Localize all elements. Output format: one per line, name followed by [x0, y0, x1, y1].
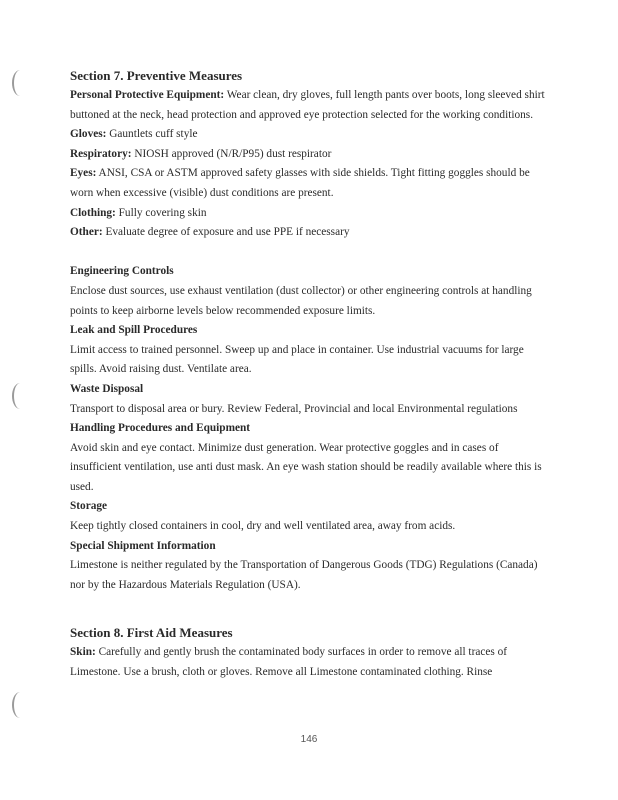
binder-hole-mark	[12, 70, 28, 96]
engineering-controls-text: Enclose dust sources, use exhaust ventilation (dust collector) or other engineering controls at handling points to keep airborne levels below recommended exposure limits.	[70, 284, 532, 317]
eyes-text: ANSI, CSA or ASTM approved safety glasses with side shields. Tight fitting goggles should be worn when excessive (visible) dust conditions are present.	[70, 167, 530, 199]
waste-disposal-heading: Waste Disposal	[70, 382, 144, 395]
engineering-controls-heading: Engineering Controls	[70, 265, 174, 278]
skin-paragraph	[70, 643, 548, 682]
leak-spill-heading: Leak and Spill Procedures	[70, 324, 198, 337]
storage-heading: Storage	[70, 500, 108, 513]
eyes-label: Eyes:	[70, 167, 97, 180]
leak-spill-text: Limit access to trained personnel. Sweep up and place in container. Use industrial vacuums for large spills. Avoid raising dust. Ventilate area.	[70, 343, 524, 376]
shipment-text: Limestone is neither regulated by the Transportation of Dangerous Goods (TDG) Regulations (Canada) nor by the Hazardous Materials Regulation (USA).	[70, 559, 538, 591]
section-8-title: Section 8. First Aid Measures	[70, 625, 233, 641]
handling-heading: Handling Procedures and Equipment	[70, 422, 251, 435]
binder-hole-mark	[12, 383, 28, 409]
section-7-title: Section 7. Preventive Measures	[70, 68, 243, 83]
respiratory-text: NIOSH approved (N/R/P95) dust respirator	[131, 147, 332, 160]
waste-disposal-text: Transport to disposal area or bury. Review Federal, Provincial and local Environmental regulations	[70, 402, 518, 415]
respiratory-label: Respiratory:	[70, 147, 132, 160]
handling-text: Avoid skin and eye contact. Minimize dust generation. Wear protective goggles and in cases of insufficient ventilation, use anti dust mask. An eye wash station should be readily available where this is used.	[70, 441, 542, 493]
eyes-paragraph	[70, 164, 548, 203]
ppe-text: Wear clean, dry gloves, full length pants over boots, long sleeved shirt buttoned at the neck, head protection and approved eye protection selected for the working conditions.	[70, 89, 545, 121]
respiratory-line	[70, 145, 548, 165]
ppe-label: Personal Protective Equipment:	[70, 89, 225, 101]
document-body	[70, 66, 548, 683]
gloves-label: Gloves:	[70, 128, 107, 141]
page-number: 146	[300, 734, 318, 745]
gloves-text: Gauntlets cuff style	[106, 128, 198, 141]
shipment-heading: Special Shipment Information	[70, 539, 216, 552]
skin-text: Carefully and gently brush the contaminated body surfaces in order to remove all traces of Limestone. Use a brush, cloth or gloves. Remove all Limestone contaminated clothing. Rinse	[70, 646, 508, 679]
clothing-text: Fully covering skin	[115, 206, 207, 219]
clothing-label: Clothing:	[70, 206, 116, 219]
ppe-paragraph	[70, 86, 548, 125]
storage-text: Keep tightly closed containers in cool, dry and well ventilated area, away from acids.	[70, 520, 456, 533]
gloves-line	[70, 125, 548, 145]
other-text: Evaluate degree of exposure and use PPE if necessary	[102, 226, 350, 239]
clothing-line	[70, 204, 548, 224]
other-label: Other:	[70, 226, 103, 239]
other-line	[70, 223, 548, 243]
skin-label: Skin:	[70, 646, 96, 659]
binder-hole-mark	[12, 692, 28, 718]
